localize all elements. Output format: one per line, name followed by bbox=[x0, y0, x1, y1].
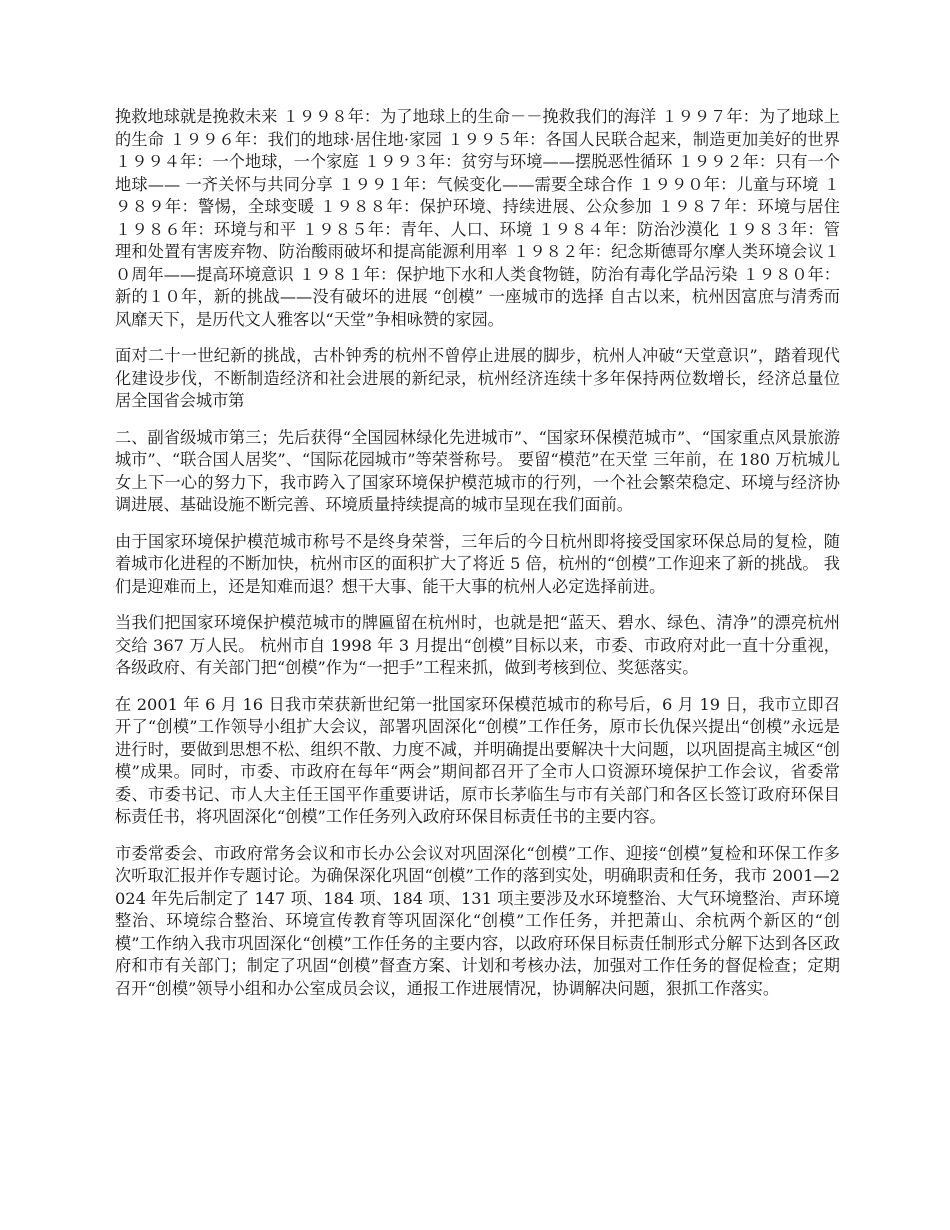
paragraph-city-honors: 二、副省级城市第三；先后获得“全国园林绿化先进城市”、“国家环保模范城市”、“国家重点风景旅游城市”、“联合国人居奖”、“国际花园城市”等荣誉称号。 要留“模范”在天堂 三年前，在 180 万杭城儿女上下一心的努力下，我市跨入了国家环境保护模范城市的行列，一个社会繁荣稳定、环境与经济协调进展、基础设施不断完善、环境质量持续提高的城市呈现在我们面前。 bbox=[115, 427, 840, 514]
paragraph-hangzhou-challenges: 面对二十一世纪新的挑战，古朴钟秀的杭州不曾停止进展的脚步，杭州人冲破“天堂意识”，踏着现代化建设步伐，不断制造经济和社会进展的新纪录，杭州经济连续十多年保持两位数增长，经济总量位居全国省会城市第 bbox=[115, 346, 840, 410]
paragraph-environment-day-themes: 挽救地球就是挽救未来 １９９８年：为了地球上的生命－－挽救我们的海洋 １９９７年：为了地球上的生命 １９９６年：我们的地球·居住地·家园 １９９５年：各国人民联合起来，制造更加美好的世界 １９９４年：一个地球，一个家庭 １９９３年：贫穷与环境——摆脱恶性循环 １９９２年：只有一个地球—— 一齐关怀与共同分享 １９９１年：气候变化——需要全球合作 １９９０年：儿童与环境 １９８９年：警惕，全球变暖 １９８８年：保护环境、持续进展、公众参加 １９８７年：环境与居住 １９８６年：环境与和平 １９８５年：青年、人口、环境 １９８４年：防治沙漠化 １９８３年：管理和处置有害废弃物、防治酸雨破坏和提高能源利用率 １９８２年：纪念斯德哥尔摩人类环境会议１０周年——提高环境意识 １９８１年：保护地下水和人类食物链，防治有毒化学品污染 １９８０年：新的１０年，新的挑战——没有破坏的进展 “创模” 一座城市的选择 自古以来，杭州因富庶与清秀而风靡天下，是历代文人雅客以“天堂”争相咏赞的家园。 bbox=[115, 107, 840, 329]
document-body bbox=[115, 106, 840, 1014]
paragraph-2001-meeting: 在 2001 年 6 月 16 日我市荣获新世纪第一批国家环保模范城市的称号后，6 月 19 日，我市立即召开了“创模”工作领导小组扩大会议，部署巩固深化“创模”工作任务，原市长仇保兴提出“创模”永远是进行时，要做到思想不松、组织不散、力度不减，并明确提出要解决十大问题，以巩固提高主城区“创模”成果。同时，市委、市政府在每年“两会”期间都召开了全市人口资源环境保护工作会议，省委常委、市委书记、市人大主任王国平作重要讲话，原市长茅临生与市有关部门和各区长签订政府环保目标责任书，将巩固深化“创模”工作任务列入政府环保目标责任书的主要内容。 bbox=[115, 694, 840, 826]
paragraph-tasks-and-supervision: 市委常委会、市政府常务会议和市长办公会议对巩固深化“创模”工作、迎接“创模”复检和环保工作多次听取汇报并作专题讨论。为确保深化巩固“创模”工作的落到实处，明确职责和任务，我市 2001—2024 年先后制定了 147 项、184 项、184 项、131 项主要涉及水环境整治、大气环境整治、声环境整治、环境综合整治、环境宣传教育等巩固深化“创模”工作任务，并把萧山、余杭两个新区的“创模”工作纳入我市巩固深化“创模”工作任务的主要内容，以政府环保目标责任制形式分解下达到各区政府和市有关部门；制定了巩固“创模”督查方案、计划和考核办法，加强对工作任务的督促检查；定期召开“创模”领导小组和办公室成员会议，通报工作进展情况，协调解决问题，狠抓工作落实。 bbox=[115, 843, 840, 998]
paragraph-reinspection: 由于国家环境保护模范城市称号不是终身荣誉，三年后的今日杭州即将接受国家环保总局的复检，随着城市化进程的不断加快，杭州市区的面积扩大了将近 5 倍，杭州的“创模”工作迎来了新的挑战。 我们是迎难而上，还是知难而退？想干大事、能干大事的杭州人必定选择前进。 bbox=[115, 531, 840, 596]
paragraph-model-city-goal: 当我们把国家环境保护模范城市的牌匾留在杭州时，也就是把“蓝天、碧水、绿色、清净”的漂亮杭州交给 367 万人民。 杭州市自 1998 年 3 月提出“创模”目标以来，市委、市政府对此一直十分重视，各级政府、有关部门把“创模”作为“一把手”工程来抓，做到考核到位、奖惩落实。 bbox=[115, 613, 840, 677]
